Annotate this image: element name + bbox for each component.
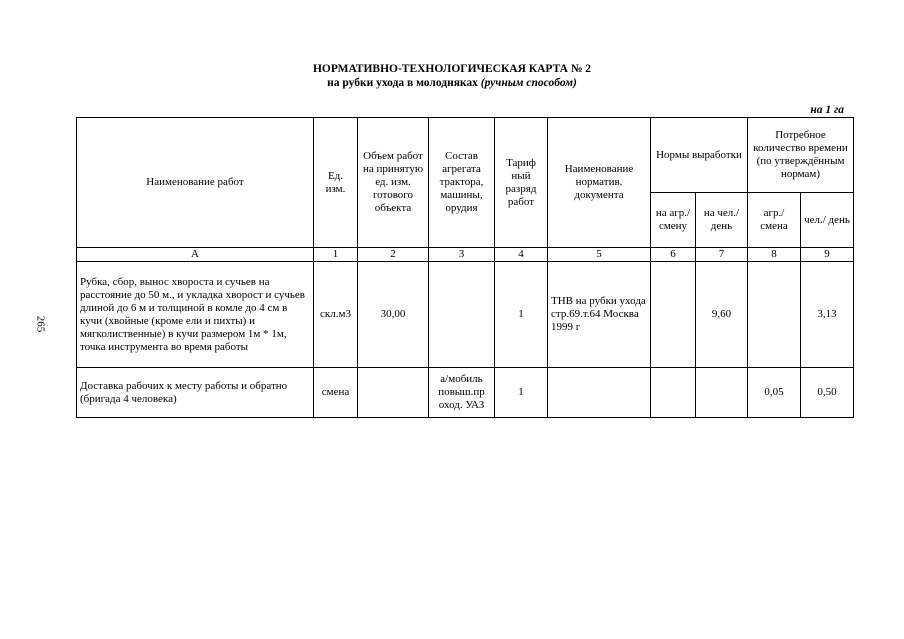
column-number: 9	[801, 248, 854, 262]
header-unit: Ед. изм.	[314, 118, 358, 248]
subtitle-main: на рубки ухода в молодняках	[327, 77, 481, 89]
cell-time-man: 3,13	[801, 262, 854, 368]
cell-name: Доставка рабочих к месту работы и обратно (бригада 4 человека)	[77, 368, 314, 418]
cell-norm-agr	[651, 368, 696, 418]
header-time: Потребное количество времени (по утверждённым нормам)	[748, 118, 854, 193]
cell-time-man: 0,50	[801, 368, 854, 418]
column-number: 2	[358, 248, 429, 262]
unit-label: на 1 га	[810, 104, 844, 116]
cell-norm-man: 9,60	[696, 262, 748, 368]
column-number: 1	[314, 248, 358, 262]
column-number: 6	[651, 248, 696, 262]
subtitle-method: (ручным способом)	[480, 77, 577, 89]
header-norms: Нормы выработки	[651, 118, 748, 193]
column-number: А	[77, 248, 314, 262]
cell-time-agr	[748, 262, 801, 368]
cell-document	[548, 368, 651, 418]
cell-document: ТНВ на рубки ухода стр.69.т.64 Москва 1999 г	[548, 262, 651, 368]
cell-unit: скл.м3	[314, 262, 358, 368]
column-number: 8	[748, 248, 801, 262]
norms-table	[76, 117, 854, 418]
page-number: 265	[34, 315, 47, 333]
header-time-man: чел./ день	[801, 193, 854, 248]
table-row	[77, 368, 854, 418]
cell-grade: 1	[495, 368, 548, 418]
cell-norm-man	[696, 368, 748, 418]
column-number: 7	[696, 248, 748, 262]
column-number: 3	[429, 248, 495, 262]
cell-aggregate	[429, 262, 495, 368]
header-norm-man: на чел./ день	[696, 193, 748, 248]
header-row-1	[77, 118, 854, 193]
document-title: НОРМАТИВНО-ТЕХНОЛОГИЧЕСКАЯ КАРТА № 2	[312, 63, 592, 75]
header-volume: Объем работ на принятую ед. изм. готового объекта	[358, 118, 429, 248]
header-time-agr: агр./ смена	[748, 193, 801, 248]
cell-unit: смена	[314, 368, 358, 418]
cell-volume: 30,00	[358, 262, 429, 368]
header-grade: Тариф ный разряд работ	[495, 118, 548, 248]
document-subtitle	[0, 76, 904, 90]
cell-time-agr: 0,05	[748, 368, 801, 418]
header-norm-agr: на агр./ смену	[651, 193, 696, 248]
header-name: Наименование работ	[77, 118, 314, 248]
column-number: 5	[548, 248, 651, 262]
cell-grade: 1	[495, 262, 548, 368]
cell-name: Рубка, сбор, вынос хвороста и сучьев на расстояние до 50 м., и укладка хворост и сучьев длиной до 6 м и толщиной в комле до 4 см в кучи (хвойные (кроме ели и пихты) и мягколиственные) в кучи размером 1м * 1м, точка инструмента во время работы	[77, 262, 314, 368]
header-aggregate: Состав агрегата трактора, машины, орудия	[429, 118, 495, 248]
table-row	[77, 262, 854, 368]
header-document: Наименование норматив. документа	[548, 118, 651, 248]
cell-aggregate: а/мобиль повыш.пр оход. УАЗ	[429, 368, 495, 418]
column-number-row	[77, 248, 854, 262]
column-number: 4	[495, 248, 548, 262]
cell-norm-agr	[651, 262, 696, 368]
cell-volume	[358, 368, 429, 418]
